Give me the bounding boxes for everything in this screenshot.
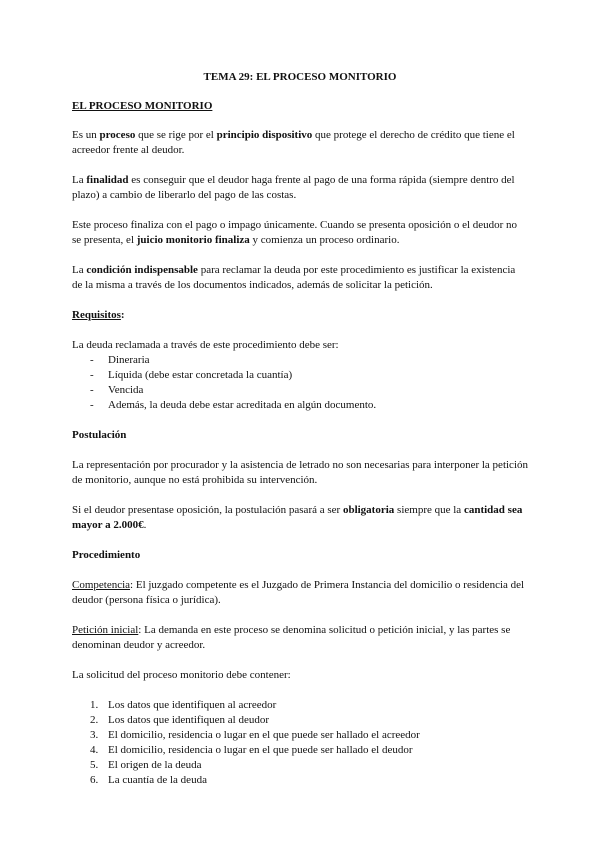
- text-run: La: [72, 174, 87, 186]
- list-number: 3.: [90, 729, 99, 741]
- paragraph-definition: [72, 128, 528, 158]
- list-number: 4.: [90, 744, 99, 756]
- paragraph-solicitud-intro: La solicitud del proceso monitorio debe contener:: [72, 669, 291, 681]
- paragraph-competencia: [72, 578, 528, 608]
- bold-run: condición indispensable: [86, 264, 198, 276]
- bold-run: proceso: [99, 129, 136, 141]
- list-item: [72, 698, 528, 713]
- bold-run: cantidad sea mayor a 2.000€: [72, 504, 523, 531]
- list-item-text: Vencida: [108, 384, 144, 396]
- competencia-label: Competencia: [72, 579, 131, 591]
- paragraph-condicion: [72, 263, 528, 293]
- peticion-label: Petición inicial: [72, 624, 139, 636]
- list-item-text: El origen de la deuda: [108, 759, 202, 771]
- text-run: : El juzgado competente es el Juzgado de Primera Instancia del domicilio o residencia del deudor (persona física o jurídica).: [72, 579, 525, 606]
- list-item: [72, 728, 528, 743]
- text-run: para reclamar la deuda por este procedimiento es justificar la existencia de la misma a través de los documentos indicados, además de solicitar la petición.: [72, 264, 516, 291]
- document-title: TEMA 29: EL PROCESO MONITORIO: [203, 71, 397, 83]
- text-run: que protege el derecho de crédito que tiene el acreedor frente al deudor.: [72, 129, 515, 156]
- list-number: 6.: [90, 774, 99, 786]
- list-item-text: Líquida (debe estar concretada la cuantía): [108, 369, 293, 381]
- paragraph-finaliza: [72, 218, 528, 248]
- solicitud-list: [72, 698, 528, 788]
- document-body: [72, 70, 528, 788]
- list-item: [72, 758, 528, 773]
- bold-run: juicio monitorio finaliza: [136, 234, 250, 246]
- text-run: Es un: [72, 129, 100, 141]
- list-item: [72, 773, 528, 788]
- requisitos-intro: La deuda reclamada a través de este procedimiento debe ser:: [72, 339, 339, 351]
- dash-marker: -: [90, 354, 94, 366]
- text-run: siempre que la: [394, 504, 464, 516]
- list-item-text: El domicilio, residencia o lugar en el que puede ser hallado el acreedor: [108, 729, 420, 741]
- dash-marker: -: [90, 369, 94, 381]
- list-item-text: La cuantía de la deuda: [108, 774, 207, 786]
- text-run: .: [143, 519, 147, 531]
- section-heading: EL PROCESO MONITORIO: [72, 100, 213, 112]
- list-item: [72, 383, 528, 398]
- list-number: 1.: [90, 699, 99, 711]
- list-item-text: Además, la deuda debe estar acreditada en algún documento.: [108, 399, 377, 411]
- list-number: 5.: [90, 759, 99, 771]
- list-item-text: Dineraria: [108, 354, 150, 366]
- requisitos-list: [72, 353, 528, 413]
- paragraph-finalidad: [72, 173, 528, 203]
- bold-run: principio dispositivo: [216, 129, 313, 141]
- list-item-text: El domicilio, residencia o lugar en el que puede ser hallado el deudor: [108, 744, 413, 756]
- list-item: [72, 398, 528, 413]
- text-run: La: [72, 264, 87, 276]
- text-run: : La demanda en este proceso se denomina solicitud o petición inicial, y las partes se denominan deudor y acreedor.: [72, 624, 511, 651]
- list-item: [72, 713, 528, 728]
- text-run: Si el deudor presentase oposición, la postulación pasará a ser: [72, 504, 343, 516]
- paragraph-postulacion-2: [72, 503, 528, 533]
- list-item-text: Los datos que identifiquen al acreedor: [108, 699, 277, 711]
- paragraph-postulacion-1: La representación por procurador y la asistencia de letrado no son necesarias para interponer la petición de monitorio, aunque no está prohibida su intervención.: [72, 459, 528, 486]
- procedimiento-heading: Procedimiento: [72, 549, 141, 561]
- text-run: y comienza un proceso ordinario.: [249, 234, 400, 246]
- list-number: 2.: [90, 714, 99, 726]
- text-run: que se rige por el: [135, 129, 217, 141]
- list-item: [72, 743, 528, 758]
- bold-run: finalidad: [86, 174, 129, 186]
- list-item-text: Los datos que identifiquen al deudor: [108, 714, 269, 726]
- bold-run: obligatoria: [342, 504, 395, 516]
- text-run: Este proceso finaliza con el pago o impago únicamente. Cuando se presenta oposición o el deudor no se presenta, el: [72, 219, 518, 246]
- list-item: [72, 368, 528, 383]
- list-item: [72, 353, 528, 368]
- paragraph-peticion: [72, 623, 528, 653]
- requisitos-heading-colon: :: [120, 309, 125, 321]
- requisitos-heading-text: Requisitos: [72, 309, 121, 321]
- postulacion-heading: Postulación: [72, 429, 127, 441]
- text-run: es conseguir que el deudor haga frente al pago de una forma rápida (siempre dentro del plazo) a cambio de liberarlo del pago de las costas.: [72, 174, 515, 201]
- dash-marker: -: [90, 384, 94, 396]
- requisitos-heading: [72, 308, 528, 323]
- dash-marker: -: [90, 399, 94, 411]
